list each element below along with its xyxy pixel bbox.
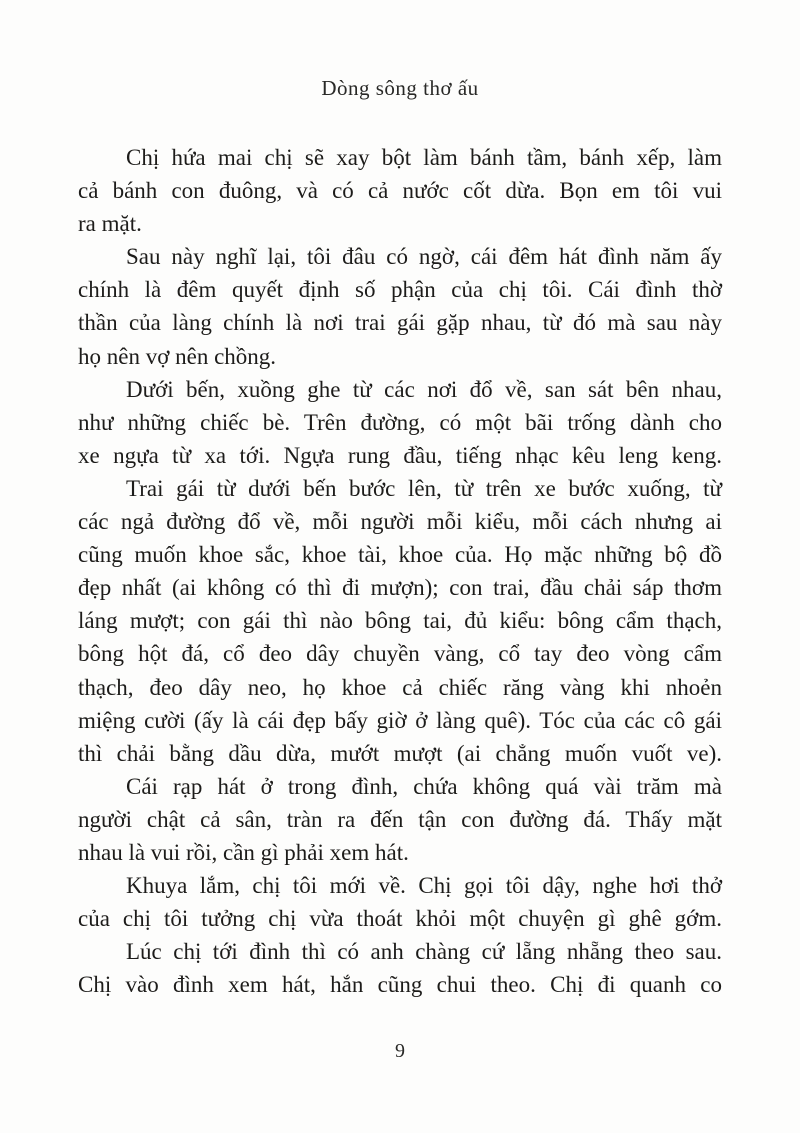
text-line: Sau này nghĩ lại, tôi đâu có ngờ, cái đêm hát đình năm ấy xyxy=(126,244,722,270)
text-line: thạch, đeo dây neo, họ khoe cả chiếc răng vàng khi nhoẻn xyxy=(78,674,722,700)
text-line: Khuya lắm, chị tôi mới về. Chị gọi tôi dậy, nghe hơi thở xyxy=(126,873,722,899)
text-line: Trai gái từ dưới bến bước lên, từ trên xe bước xuống, từ xyxy=(126,475,722,501)
text-line: láng mượt; con gái thì nào bông tai, đủ kiểu: bông cẩm thạch, xyxy=(78,608,722,634)
text-line: các ngả đường đổ về, mỗi người mỗi kiểu, mỗi cách nhưng ai xyxy=(78,509,722,535)
text-line: ra mặt. xyxy=(78,211,142,237)
text-line: Chị vào đình xem hát, hắn cũng chui theo. Chị đi quanh co xyxy=(78,972,722,998)
text-line: Cái rạp hát ở trong đình, chứa không quá vài trăm mà xyxy=(126,773,722,799)
paragraph xyxy=(78,240,722,372)
paragraph xyxy=(78,373,722,472)
text-line: như những chiếc bè. Trên đường, có một bãi trống dành cho xyxy=(78,409,722,435)
text-line: chính là đêm quyết định số phận của chị tôi. Cái đình thờ xyxy=(78,277,722,303)
text-line: thì chải bằng dầu dừa, mướt mượt (ai chẳng muốn vuốt ve). xyxy=(78,740,722,766)
paragraph xyxy=(78,472,722,770)
text-line: Lúc chị tới đình thì có anh chàng cứ lẵng nhẵng theo sau. xyxy=(126,939,722,965)
text-line: nhau là vui rồi, cần gì phải xem hát. xyxy=(78,839,409,865)
text-line: miệng cười (ấy là cái đẹp bấy giờ ở làng quê). Tóc của các cô gái xyxy=(78,707,722,733)
text-line: Chị hứa mai chị sẽ xay bột làm bánh tầm, bánh xếp, làm xyxy=(126,145,722,170)
paragraph xyxy=(78,869,722,935)
paragraph xyxy=(78,141,722,240)
paragraph xyxy=(78,770,722,869)
text-line: cả bánh con đuông, và có cả nước cốt dừa. Bọn em tôi vui xyxy=(78,178,722,204)
text-line: người chật cả sân, tràn ra đến tận con đường đá. Thấy mặt xyxy=(78,806,722,832)
text-line: đẹp nhất (ai không có thì đi mượn); con trai, đầu chải sáp thơm xyxy=(78,575,722,601)
page-number: 9 xyxy=(395,1040,405,1062)
paragraph xyxy=(78,935,722,1001)
text-line: của chị tôi tưởng chị vừa thoát khỏi một chuyện gì ghê gớm. xyxy=(78,906,722,932)
text-line: họ nên vợ nên chồng. xyxy=(78,343,277,369)
text-line: bông hột đá, cổ đeo dây chuyền vàng, cổ tay đeo vòng cẩm xyxy=(78,641,722,667)
running-title: Dòng sông thơ ấu xyxy=(321,76,479,100)
text-line: Dưới bến, xuồng ghe từ các nơi đổ về, san sát bên nhau, xyxy=(126,376,722,402)
text-line: cũng muốn khoe sắc, khoe tài, khoe của. Họ mặc những bộ đồ xyxy=(78,542,722,568)
body-text xyxy=(78,141,722,1001)
text-line: xe ngựa từ xa tới. Ngựa rung đầu, tiếng nhạc kêu leng keng. xyxy=(78,442,722,468)
text-line: thần của làng chính là nơi trai gái gặp nhau, từ đó mà sau này xyxy=(78,310,722,336)
